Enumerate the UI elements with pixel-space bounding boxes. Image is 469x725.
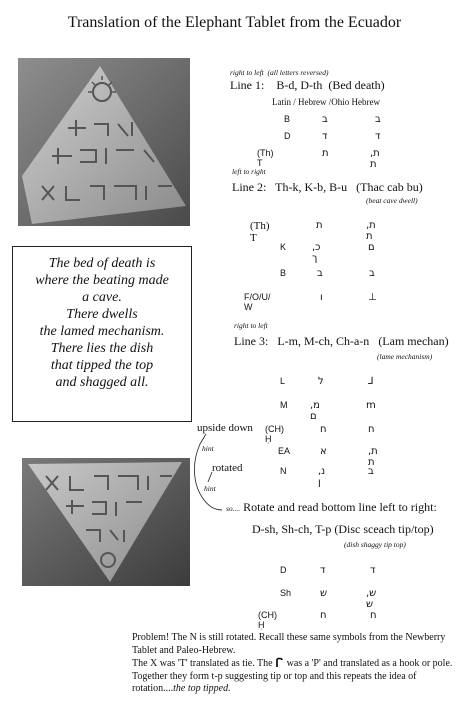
line2-direction: left to right bbox=[232, 167, 266, 176]
line3-text: L-m, M-ch, Ch-a-n bbox=[277, 334, 370, 348]
translation-quote-box bbox=[12, 246, 192, 422]
line2-text: Th-k, K-b, B-u bbox=[275, 180, 348, 194]
line2-label: Line 2: bbox=[232, 180, 267, 194]
line2-meaning: (Thac cab bu) bbox=[356, 180, 423, 194]
line2-note: (beat cave dwell) bbox=[366, 196, 418, 205]
line1-direction: right to left bbox=[230, 68, 264, 77]
line1-text: B-d, D-th bbox=[276, 78, 323, 92]
line1-label: Line 1: bbox=[230, 78, 265, 92]
quote-line: and shagged all. bbox=[55, 375, 149, 390]
conclusion-sentence-1: Problem! The N is still rotated. Recall these same symbols from the Newberry Tablet and Paleo-Hebrew. bbox=[132, 632, 446, 656]
conclusion-sentence-2a: The X was 'T' translated as tie. The bbox=[132, 658, 273, 669]
line4-note: (dish shaggy tip top) bbox=[344, 540, 406, 549]
line1-meaning: (Bed death) bbox=[328, 78, 385, 92]
line1-heading bbox=[230, 78, 385, 93]
line4-lead: so.... bbox=[226, 504, 241, 513]
quote-line: There dwells bbox=[66, 307, 138, 322]
hint-label: hint bbox=[204, 484, 216, 493]
conclusion-sentence-2b: was a 'P' and translated as a hook or pole. Together they form t-p suggesting tip or top and this repeats the idea of rotation.... bbox=[132, 658, 453, 694]
line3-note: (lame mechanism) bbox=[377, 352, 433, 361]
line1-note: (all letters reversed) bbox=[267, 68, 329, 77]
line3-label: Line 3: bbox=[234, 334, 269, 348]
page-title: Translation of the Elephant Tablet from the Ecuador bbox=[67, 14, 402, 31]
line3-heading bbox=[234, 334, 449, 349]
conclusion-emphasis: the top tipped. bbox=[173, 683, 231, 694]
upside-down-label: upside down bbox=[197, 422, 253, 434]
quote-line: a cave. bbox=[82, 290, 122, 305]
line3-direction: right to left bbox=[234, 321, 268, 330]
line2-heading bbox=[232, 180, 423, 195]
line3-meaning: (Lam mechan) bbox=[378, 334, 449, 348]
quote-line: that tipped the top bbox=[50, 358, 154, 373]
tablet-photo-top bbox=[18, 58, 190, 226]
line4-instruction: Rotate and read bottom line left to right: bbox=[243, 500, 437, 514]
rotated-label: rotated bbox=[212, 462, 243, 474]
line4-instruction-row bbox=[226, 500, 437, 515]
line4-text: D-sh, Sh-ch, T-p (Disc sceach tip/top) bbox=[252, 522, 434, 536]
hint-label: hint bbox=[202, 444, 214, 453]
quote-line: The bed of death is bbox=[48, 256, 156, 271]
tablet-photo-bottom bbox=[22, 458, 190, 586]
quote-line: where the beating made bbox=[35, 273, 169, 288]
quote-line: There lies the dish bbox=[50, 341, 154, 356]
conclusion-paragraph bbox=[132, 632, 462, 696]
hook-symbol-icon bbox=[275, 657, 284, 667]
quote-line: the lamed mechanism. bbox=[39, 324, 165, 339]
column-headers: Latin / Hebrew /Ohio Hebrew bbox=[272, 97, 380, 107]
